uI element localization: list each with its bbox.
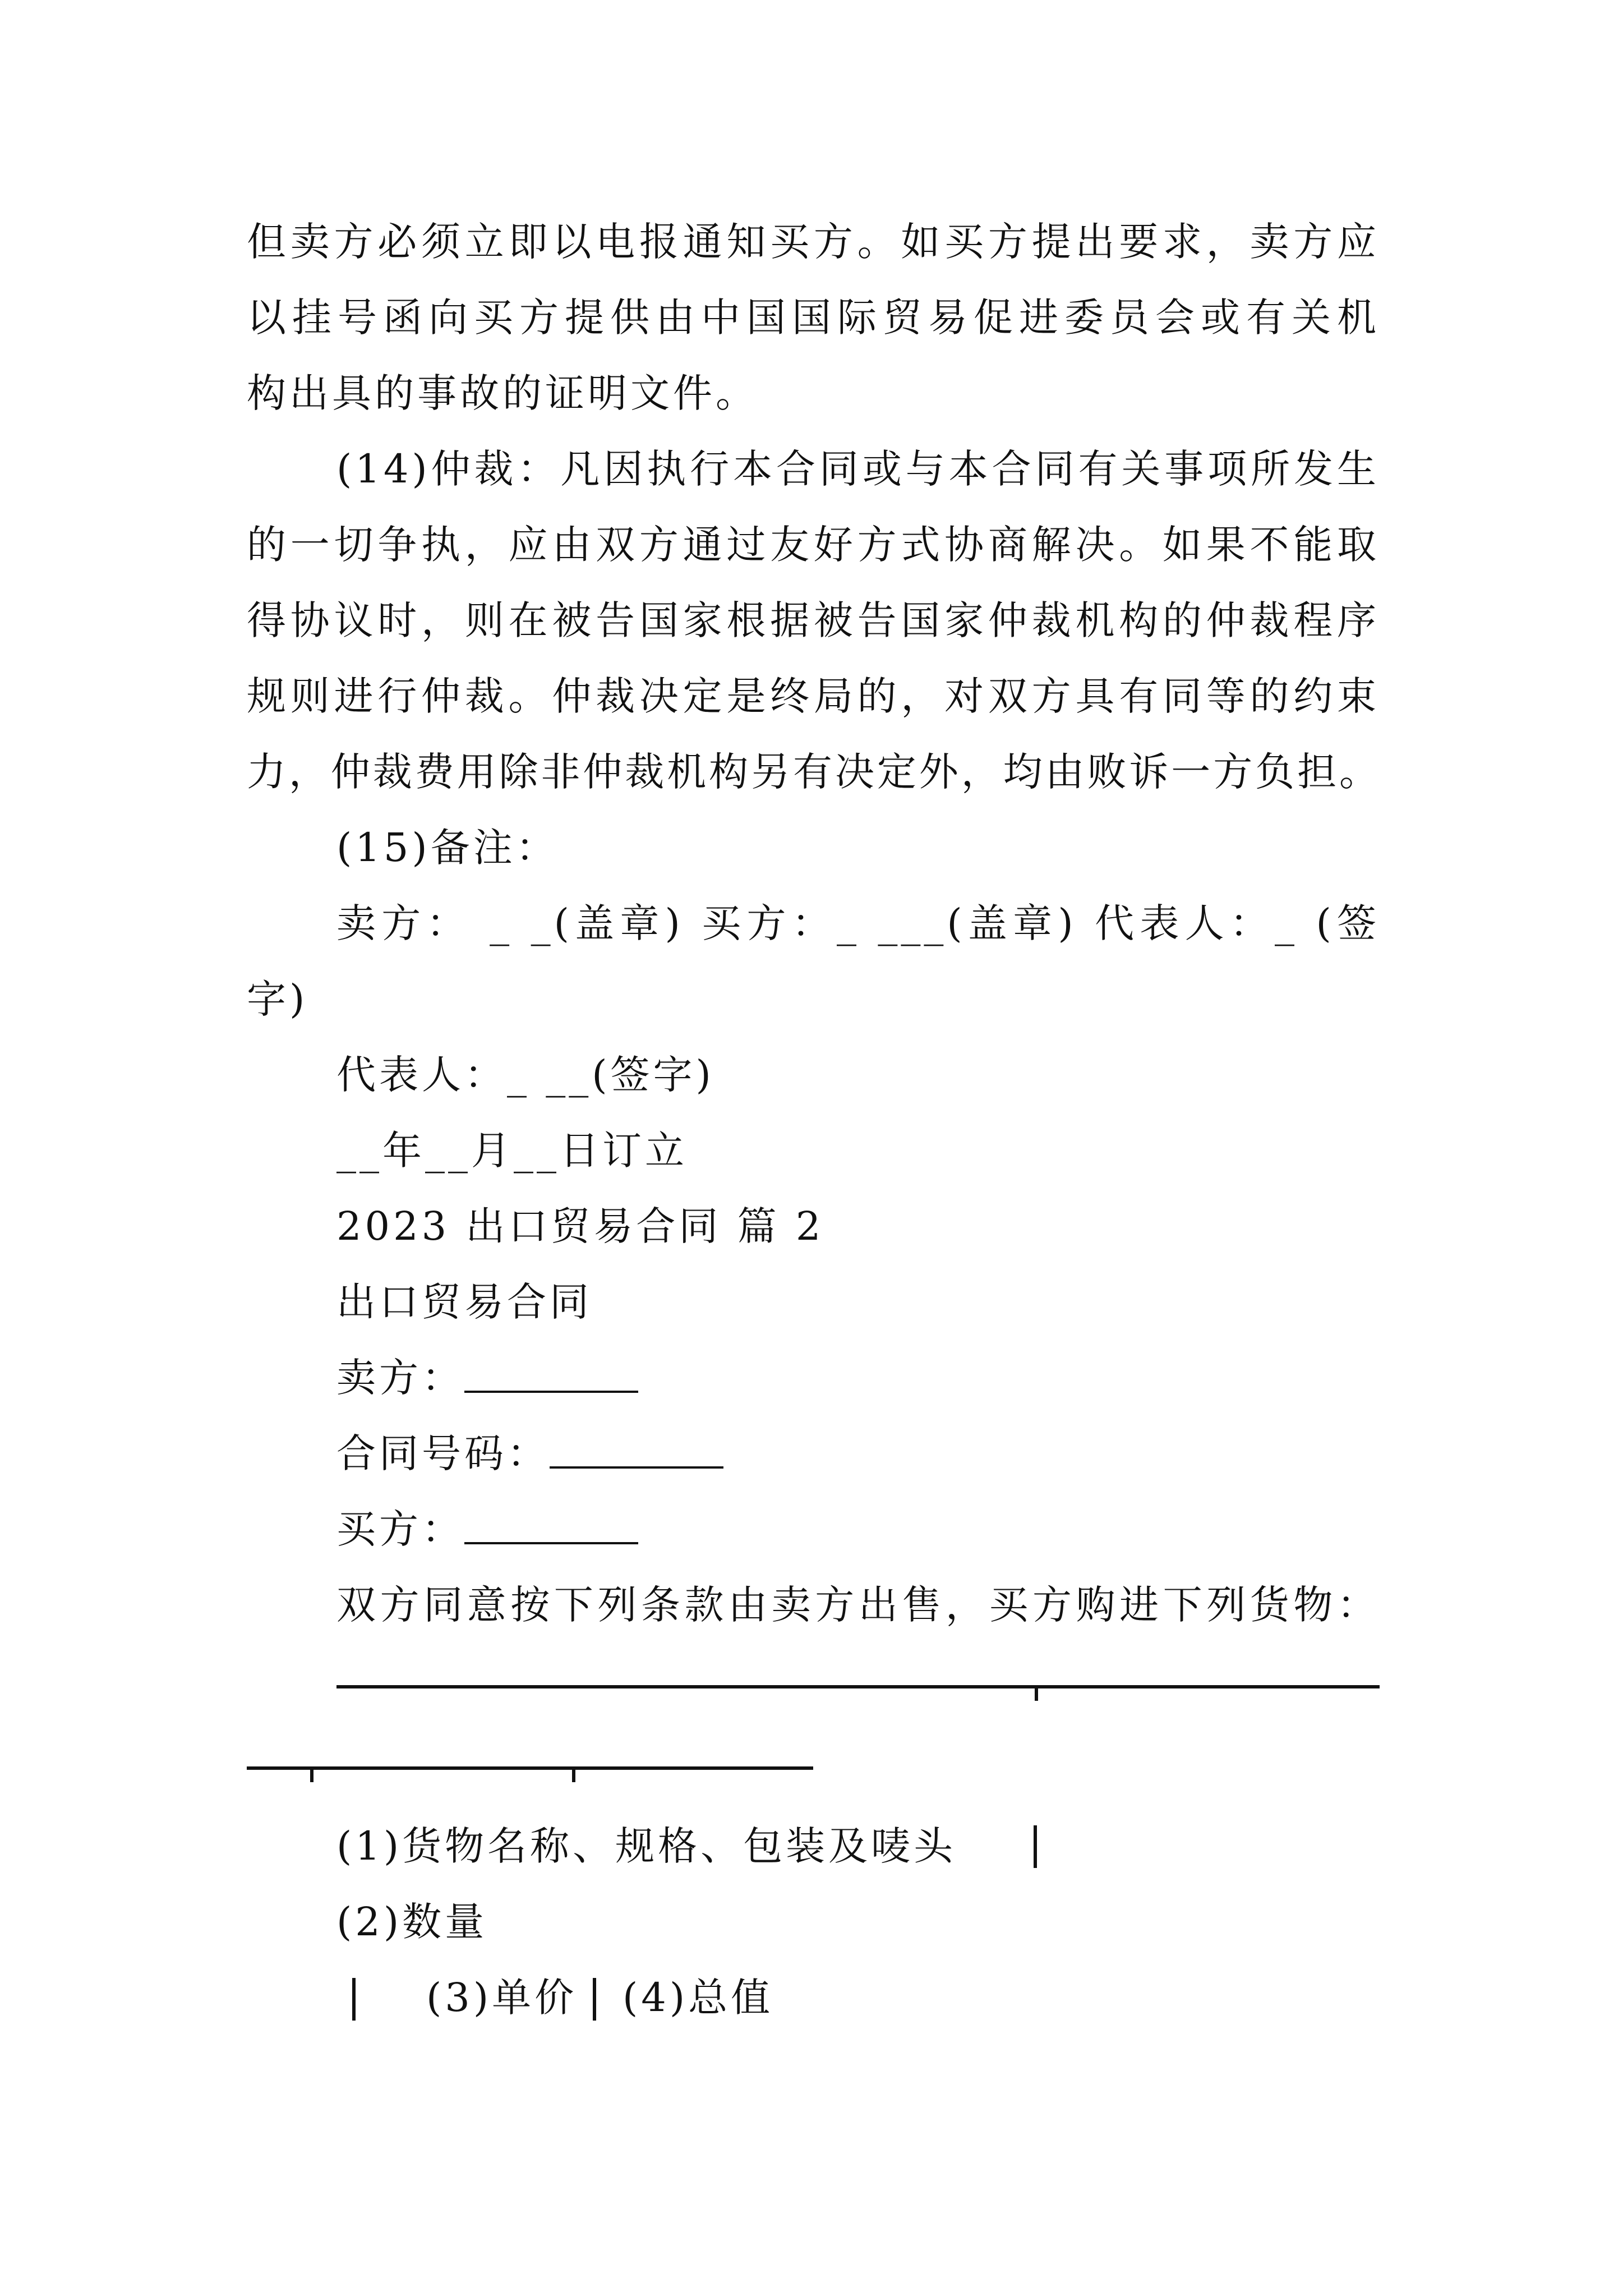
signature-line-1-wrap: 字) — [247, 976, 308, 1022]
paragraph-13-line-1: 但卖方必须立即以电报通知买方。如买方提出要求，卖方应 — [247, 219, 1380, 265]
table-col-unit-price-left-divider — [352, 1978, 356, 2021]
paragraph-13-line-3: 构出具的事故的证明文件。 — [247, 370, 758, 416]
paragraph-14-line-4: 规则进行仲裁。仲裁决定是终局的，对双方具有同等的约束 — [247, 673, 1380, 719]
seller-blank — [464, 1352, 638, 1393]
table-col-unit-price: (3)单价 — [426, 1975, 578, 2021]
section-heading: 2023 出口贸易合同 篇 2 — [336, 1203, 824, 1249]
paragraph-14-line-3: 得协议时，则在被告国家根据被告国家仲裁机构的仲裁程序 — [247, 597, 1380, 643]
table-second-divider-right — [572, 1766, 575, 1782]
remarks-label: (15)备注： — [336, 825, 559, 871]
paragraph-14-line-1: (14)仲裁：凡因执行本合同或与本合同有关事项所发生 — [336, 446, 1380, 492]
seller-label: 卖方： — [336, 1355, 464, 1401]
buyer-blank — [464, 1504, 638, 1544]
table-col-quantity: (2)数量 — [336, 1899, 488, 1945]
table-second-divider-left — [310, 1766, 313, 1782]
table-second-rule — [247, 1766, 813, 1770]
signature-line-2: 代表人：_ __(签字) — [336, 1052, 714, 1098]
signature-line-1: 卖方： _ _(盖章) 买方：_ ___(盖章) 代表人：_ (签 — [336, 900, 1380, 946]
paragraph-14-line-5: 力，仲裁费用除非仲裁机构另有决定外，均由败诉一方负担。 — [247, 749, 1380, 795]
paragraph-14-line-2: 的一切争执，应由双方通过友好方式协商解决。如果不能取 — [247, 522, 1380, 568]
table-col-total-divider — [593, 1978, 596, 2021]
agreement-text: 双方同意按下列条款由卖方出售，买方购进下列货物： — [336, 1582, 1380, 1628]
buyer-label: 买方： — [336, 1506, 464, 1552]
contract-title: 出口贸易合同 — [336, 1279, 592, 1325]
table-top-rule — [336, 1685, 1380, 1688]
date-line: __年__月__日订立 — [336, 1128, 688, 1174]
table-col-total-value: (4)总值 — [623, 1975, 774, 2021]
contract-number-label: 合同号码： — [336, 1430, 550, 1476]
contract-number-blank — [550, 1428, 723, 1469]
table-col-goods: (1)货物名称、规格、包装及唛头 — [336, 1823, 957, 1869]
seller-field — [336, 1352, 638, 1403]
buyer-field — [336, 1504, 638, 1554]
table-top-divider — [1035, 1685, 1038, 1701]
contract-number-field — [336, 1428, 723, 1479]
table-col-goods-divider — [1034, 1825, 1037, 1868]
paragraph-13-line-2: 以挂号函向买方提供由中国国际贸易促进委员会或有关机 — [247, 295, 1380, 341]
